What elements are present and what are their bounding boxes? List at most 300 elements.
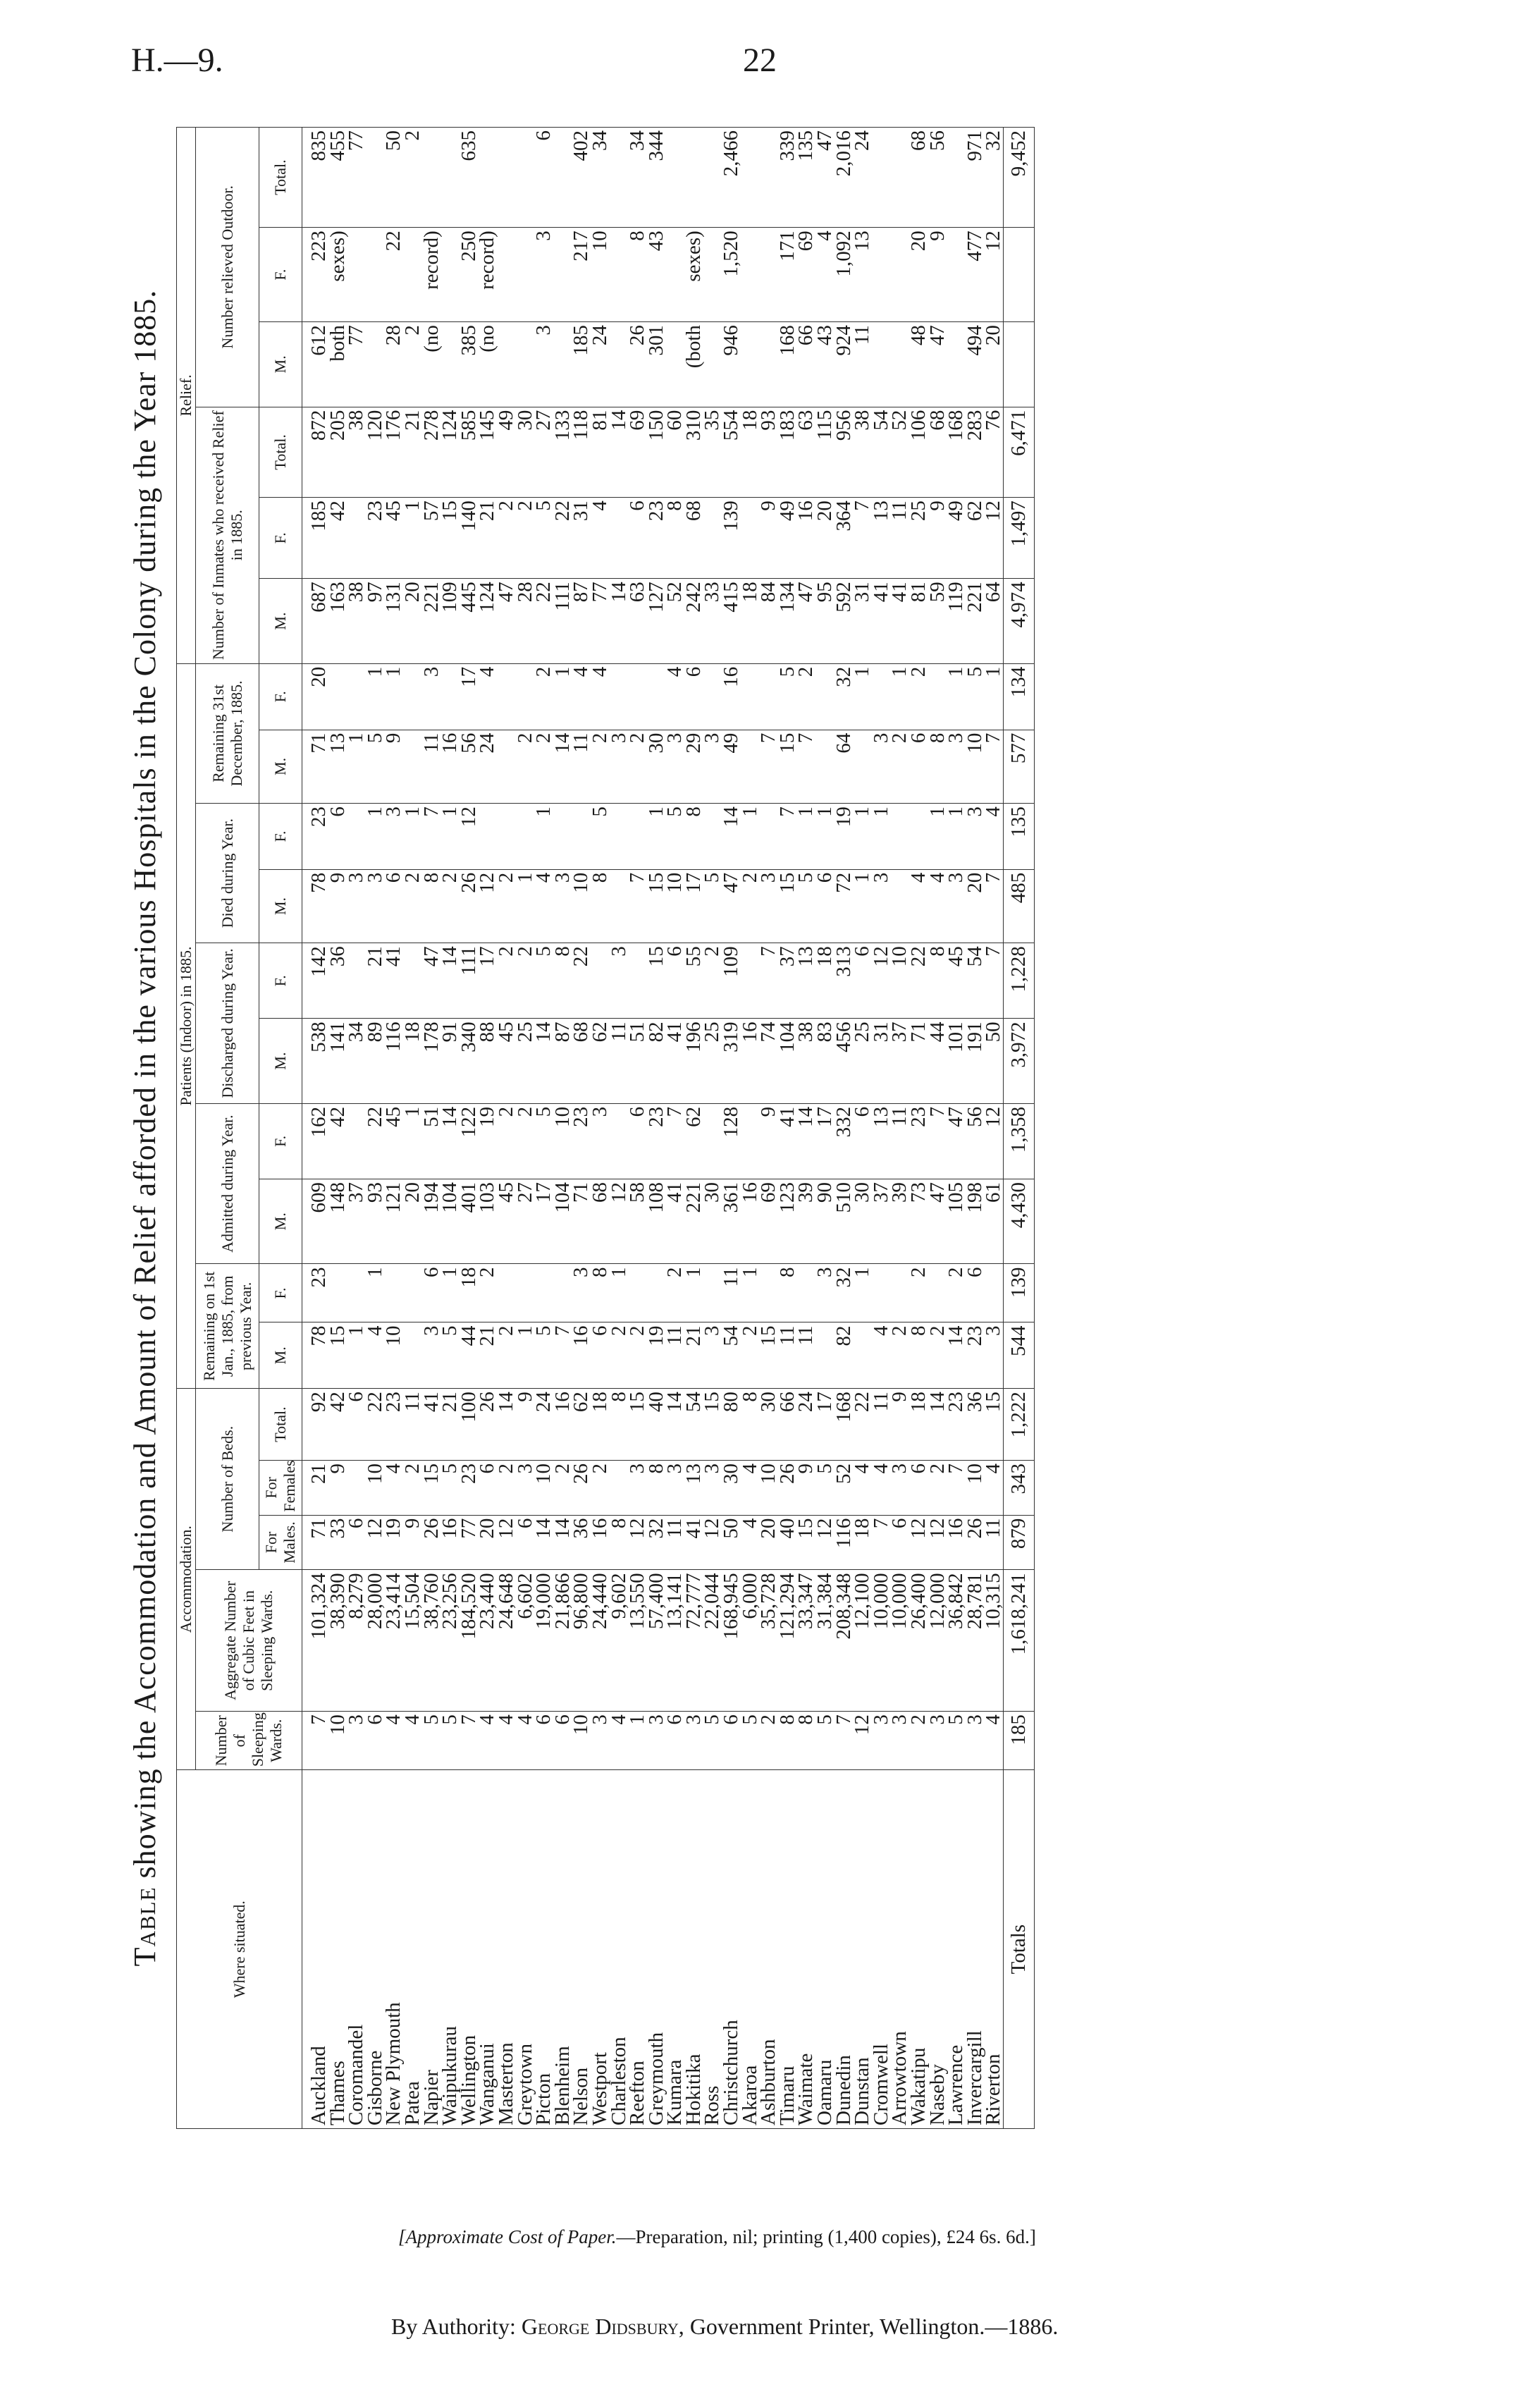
table-cell: 13 xyxy=(328,730,347,803)
table-cell: 10 xyxy=(572,1712,591,1770)
totals-cell: 879 xyxy=(1003,1515,1034,1570)
table-cell xyxy=(703,1264,722,1322)
table-cell: 6 xyxy=(384,869,403,943)
table-cell: 171 xyxy=(778,228,797,322)
table-cell: 332 xyxy=(834,1103,854,1179)
hospital-name: Coromandel xyxy=(347,1770,366,2129)
table-cell: 10 xyxy=(966,1461,985,1516)
table-cell: 2 xyxy=(741,869,760,943)
table-cell: 2 xyxy=(591,730,610,803)
table-cell: 111 xyxy=(460,943,479,1019)
table-cell: sexes) xyxy=(328,228,347,322)
table-cell: 168 xyxy=(778,322,797,407)
header-f: F. xyxy=(259,228,302,322)
table-cell: 8 xyxy=(928,730,947,803)
table-cell: 25 xyxy=(703,1019,722,1104)
table-cell: 10 xyxy=(665,869,684,943)
table-cell: 1 xyxy=(516,869,535,943)
table-cell xyxy=(553,1264,572,1322)
table-cell: 60 xyxy=(665,407,684,498)
table-cell: 35,728 xyxy=(759,1570,778,1712)
table-cell: 50 xyxy=(384,128,403,228)
table-cell: 3 xyxy=(572,1264,591,1322)
table-cell: 47 xyxy=(722,869,741,943)
table-cell: 12 xyxy=(815,1515,834,1570)
table-cell xyxy=(497,228,516,322)
table-cell xyxy=(890,128,909,228)
table-row xyxy=(928,128,947,2129)
table-cell: 21 xyxy=(478,1322,497,1389)
table-cell: 22 xyxy=(534,579,553,664)
table-cell xyxy=(553,228,572,322)
table-cell: 205 xyxy=(328,407,347,498)
table-row xyxy=(947,128,966,2129)
table-cell: 78 xyxy=(302,1322,328,1389)
table-cell: 92 xyxy=(302,1389,328,1461)
table-cell: 3 xyxy=(966,1712,985,1770)
table-cell: 2 xyxy=(497,1322,516,1389)
table-cell: 56 xyxy=(928,128,947,228)
table-cell xyxy=(703,128,722,228)
table-cell: 39 xyxy=(890,1179,909,1264)
table-cell: 18 xyxy=(815,943,834,1019)
table-cell: 103 xyxy=(478,1179,497,1264)
table-cell: 20 xyxy=(984,322,1003,407)
table-cell: 612 xyxy=(302,322,328,407)
table-cell: 538 xyxy=(302,1019,328,1104)
table-cell: 21 xyxy=(684,1322,703,1389)
table-cell xyxy=(366,322,385,407)
table-cell: 1 xyxy=(796,804,815,870)
table-cell: 95 xyxy=(815,579,834,664)
table-row xyxy=(610,128,629,2129)
table-cell xyxy=(703,1103,722,1179)
totals-cell: 577 xyxy=(1003,730,1034,803)
table-cell: 1 xyxy=(366,804,385,870)
table-cell: (both xyxy=(684,322,703,407)
table-cell: 12 xyxy=(853,1712,872,1770)
totals-cell: 185 xyxy=(1003,1712,1034,1770)
table-row xyxy=(384,128,403,2129)
hospital-name: Oamaru xyxy=(815,1770,834,2129)
table-cell: 5 xyxy=(534,1103,553,1179)
table-cell: 221 xyxy=(684,1179,703,1264)
table-row xyxy=(403,128,422,2129)
totals-cell: 1,497 xyxy=(1003,498,1034,579)
table-cell: 9 xyxy=(328,869,347,943)
table-cell xyxy=(665,322,684,407)
table-cell: 23 xyxy=(966,1322,985,1389)
table-cell: 10 xyxy=(572,869,591,943)
table-cell: 15 xyxy=(984,1389,1003,1461)
table-cell: 585 xyxy=(460,407,479,498)
table-cell: 15 xyxy=(328,1322,347,1389)
table-cell: 10 xyxy=(759,1461,778,1516)
table-cell: 2 xyxy=(928,1461,947,1516)
table-cell: 15 xyxy=(647,869,666,943)
table-cell: 109 xyxy=(722,943,741,1019)
table-cell: 89 xyxy=(366,1019,385,1104)
table-cell: 10 xyxy=(966,730,985,803)
header-beds: Number of Beds. xyxy=(196,1389,259,1570)
table-cell: 835 xyxy=(302,128,328,228)
table-cell: 41 xyxy=(890,579,909,664)
table-cell: 6 xyxy=(328,804,347,870)
table-cell: 168 xyxy=(947,407,966,498)
totals-cell: 6,471 xyxy=(1003,407,1034,498)
table-cell: 48 xyxy=(909,322,928,407)
table-cell: 1 xyxy=(553,663,572,730)
table-cell: 6 xyxy=(628,1103,647,1179)
table-cell: 93 xyxy=(759,407,778,498)
page-number: 22 xyxy=(743,42,777,79)
table-cell: 7 xyxy=(853,498,872,579)
table-cell: 6 xyxy=(534,1712,553,1770)
table-cell xyxy=(403,228,422,322)
table-cell: 196 xyxy=(684,1019,703,1104)
table-cell: 477 xyxy=(966,228,985,322)
header-remaining-start: Remaining on 1st Jan., 1885, from previous Year. xyxy=(196,1264,259,1389)
table-cell: 148 xyxy=(328,1179,347,1264)
table-cell: 93 xyxy=(366,1179,385,1264)
table-cell: 58 xyxy=(628,1179,647,1264)
table-cell: 111 xyxy=(553,579,572,664)
table-cell: 1 xyxy=(366,663,385,730)
table-cell: 54 xyxy=(684,1389,703,1461)
table-cell: 4 xyxy=(366,1322,385,1389)
table-cell: 82 xyxy=(647,1019,666,1104)
hospital-name: Napier xyxy=(422,1770,441,2129)
table-cell: 23 xyxy=(302,804,328,870)
header-where: Where situated. xyxy=(177,1770,302,2129)
table-cell: 3 xyxy=(759,869,778,943)
table-cell xyxy=(610,1103,629,1179)
table-cell: 17 xyxy=(684,869,703,943)
table-cell: 4 xyxy=(928,869,947,943)
table-cell: 81 xyxy=(909,579,928,664)
table-cell: 56 xyxy=(460,730,479,803)
table-cell: 62 xyxy=(572,1389,591,1461)
table-cell: 4 xyxy=(815,228,834,322)
table-cell: 26 xyxy=(422,1515,441,1570)
table-cell: 3 xyxy=(347,1712,366,1770)
table-row xyxy=(984,128,1003,2129)
table-cell: 68 xyxy=(572,1019,591,1104)
table-cell: 18 xyxy=(403,1019,422,1104)
title-rest: showing the Accommodation and Amount of Relief afforded in the various Hospitals in the Colony during the Year 1885. xyxy=(128,289,162,1879)
table-cell: 8 xyxy=(591,1264,610,1322)
table-cell xyxy=(422,128,441,228)
table-cell: 150 xyxy=(647,407,666,498)
table-cell: 21 xyxy=(403,407,422,498)
table-cell: 5 xyxy=(366,730,385,803)
table-cell: 6 xyxy=(853,943,872,1019)
table-cell: 100 xyxy=(460,1389,479,1461)
table-cell: 1 xyxy=(853,1264,872,1322)
table-row xyxy=(534,128,553,2129)
totals-cell xyxy=(1003,228,1034,322)
table-cell xyxy=(516,322,535,407)
table-cell: 8 xyxy=(628,228,647,322)
table-cell xyxy=(947,322,966,407)
table-cell: 35 xyxy=(703,407,722,498)
table-cell: 184,520 xyxy=(460,1570,479,1712)
table-cell: 1 xyxy=(610,1264,629,1322)
table-cell: 14 xyxy=(610,407,629,498)
table-cell xyxy=(347,1103,366,1179)
table-cell: 17 xyxy=(815,1103,834,1179)
totals-cell: 135 xyxy=(1003,804,1034,870)
table-cell: 12 xyxy=(984,1103,1003,1179)
table-cell xyxy=(947,128,966,228)
table-cell: 2 xyxy=(497,943,516,1019)
table-cell: 4 xyxy=(610,1712,629,1770)
table-cell: 11 xyxy=(610,1019,629,1104)
table-cell: 14 xyxy=(610,579,629,664)
table-cell: 5 xyxy=(815,1712,834,1770)
table-cell: 17 xyxy=(460,663,479,730)
table-cell: 5 xyxy=(796,869,815,943)
table-cell: 36 xyxy=(966,1389,985,1461)
table-cell: 2 xyxy=(553,1461,572,1516)
table-cell: record) xyxy=(422,228,441,322)
table-cell xyxy=(759,228,778,322)
table-cell: 21 xyxy=(366,943,385,1019)
table-cell: 128 xyxy=(722,1103,741,1179)
header-beds-females: For Females xyxy=(259,1461,302,1516)
table-cell: 635 xyxy=(460,128,479,228)
table-cell: 84 xyxy=(759,579,778,664)
table-cell: 49 xyxy=(497,407,516,498)
table-cell: 14 xyxy=(947,1322,966,1389)
table-cell: 3 xyxy=(703,730,722,803)
table-row xyxy=(796,128,815,2129)
authority-rest: Government Printer, Wellington.—1886. xyxy=(689,2314,1059,2339)
table-cell: 9 xyxy=(516,1389,535,1461)
table-cell: 6 xyxy=(516,1515,535,1570)
table-cell: 9 xyxy=(403,1515,422,1570)
table-cell: 34 xyxy=(628,128,647,228)
table-cell: 8 xyxy=(909,1322,928,1389)
table-cell: 135 xyxy=(796,128,815,228)
table-cell: 42 xyxy=(328,498,347,579)
table-cell: 6 xyxy=(478,1461,497,1516)
table-cell: 116 xyxy=(834,1515,854,1570)
table-cell xyxy=(665,228,684,322)
table-cell: 15 xyxy=(759,1322,778,1389)
table-cell: 14 xyxy=(928,1389,947,1461)
table-cell: 31,384 xyxy=(815,1570,834,1712)
table-cell xyxy=(591,943,610,1019)
table-cell xyxy=(984,1264,1003,1322)
table-cell: 3 xyxy=(872,730,891,803)
hospital-name: Christchurch xyxy=(722,1770,741,2129)
totals-cell: 4,974 xyxy=(1003,579,1034,664)
table-cell: 2 xyxy=(516,730,535,803)
table-cell: 15 xyxy=(441,498,460,579)
table-cell: 11 xyxy=(984,1515,1003,1570)
table-cell: 19 xyxy=(478,1103,497,1179)
table-cell: 121 xyxy=(384,1179,403,1264)
table-cell xyxy=(610,663,629,730)
table-cell: 1 xyxy=(741,1264,760,1322)
table-cell xyxy=(872,228,891,322)
table-cell: 131 xyxy=(384,579,403,664)
table-cell: 2 xyxy=(441,869,460,943)
table-cell: 54 xyxy=(722,1322,741,1389)
table-cell: 2 xyxy=(478,1264,497,1322)
table-cell: 2 xyxy=(796,663,815,730)
table-cell: 2 xyxy=(534,730,553,803)
table-cell: 24,648 xyxy=(497,1570,516,1712)
table-cell: 23 xyxy=(647,498,666,579)
table-cell: 8 xyxy=(665,498,684,579)
table-cell: 7 xyxy=(984,943,1003,1019)
hospital-name: Cromwell xyxy=(872,1770,891,2129)
table-cell xyxy=(328,1264,347,1322)
table-row xyxy=(302,128,328,2129)
table-cell: 1 xyxy=(853,869,872,943)
table-row xyxy=(872,128,891,2129)
header-beds-males: For Males. xyxy=(259,1515,302,1570)
table-cell: 87 xyxy=(553,1019,572,1104)
hospital-name: Wanganui xyxy=(478,1770,497,2129)
table-cell: 34 xyxy=(591,128,610,228)
totals-cell: 1,222 xyxy=(1003,1389,1034,1461)
table-cell: 8,279 xyxy=(347,1570,366,1712)
table-cell: 7 xyxy=(759,943,778,1019)
table-cell: 33 xyxy=(328,1515,347,1570)
table-title xyxy=(127,127,163,2129)
table-cell: 40 xyxy=(778,1515,797,1570)
header-cubic: Aggregate Number of Cubic Feet in Sleeping Wards. xyxy=(196,1570,302,1712)
table-cell: 4 xyxy=(741,1515,760,1570)
table-cell: 23 xyxy=(366,498,385,579)
header-died: Died during Year. xyxy=(196,804,259,943)
table-cell: 28 xyxy=(384,322,403,407)
table-cell: 2 xyxy=(909,663,928,730)
table-cell: 5 xyxy=(703,1712,722,1770)
table-cell: 72 xyxy=(834,869,854,943)
table-cell: 5 xyxy=(534,498,553,579)
table-cell: 3 xyxy=(947,730,966,803)
table-cell: 3 xyxy=(890,1712,909,1770)
table-cell: 6,000 xyxy=(741,1570,760,1712)
table-cell: 51 xyxy=(422,1103,441,1179)
table-cell: 16 xyxy=(947,1515,966,1570)
totals-cell: 343 xyxy=(1003,1461,1034,1516)
table-cell: 108 xyxy=(647,1179,666,1264)
totals-cell: 485 xyxy=(1003,869,1034,943)
table-cell: 15 xyxy=(422,1461,441,1516)
table-cell: 3 xyxy=(366,869,385,943)
table-cell: 3 xyxy=(947,869,966,943)
table-cell: 119 xyxy=(947,579,966,664)
table-cell: 4 xyxy=(497,1712,516,1770)
table-cell: 1 xyxy=(347,730,366,803)
table-cell: 278 xyxy=(422,407,441,498)
header-m: M. xyxy=(259,1179,302,1264)
hospital-name: Blenheim xyxy=(553,1770,572,2129)
table-cell: 145 xyxy=(478,407,497,498)
table-cell: 16 xyxy=(441,1515,460,1570)
table-cell xyxy=(553,804,572,870)
table-cell: 1 xyxy=(366,1264,385,1322)
table-cell: 68 xyxy=(591,1179,610,1264)
table-cell xyxy=(890,804,909,870)
table-cell xyxy=(553,322,572,407)
totals-cell: 544 xyxy=(1003,1322,1034,1389)
table-cell: 37 xyxy=(347,1179,366,1264)
table-cell xyxy=(741,730,760,803)
table-cell: 30 xyxy=(853,1179,872,1264)
table-cell xyxy=(403,663,422,730)
hospital-name: Riverton xyxy=(984,1770,1003,2129)
table-cell: 168 xyxy=(834,1389,854,1461)
table-cell xyxy=(853,1322,872,1389)
table-cell: 26 xyxy=(460,869,479,943)
table-cell: 9,602 xyxy=(610,1570,629,1712)
table-cell: 12,000 xyxy=(928,1570,947,1712)
table-cell xyxy=(441,228,460,322)
table-cell: 3 xyxy=(703,1461,722,1516)
table-cell: 10 xyxy=(553,1103,572,1179)
table-cell: 13 xyxy=(684,1461,703,1516)
table-cell: 26 xyxy=(572,1461,591,1516)
table-cell: 97 xyxy=(366,579,385,664)
table-cell: 1 xyxy=(516,1322,535,1389)
table-cell: 31 xyxy=(853,579,872,664)
table-cell xyxy=(497,1264,516,1322)
table-cell: 123 xyxy=(778,1179,797,1264)
table-cell: 54 xyxy=(966,943,985,1019)
table-cell: 51 xyxy=(628,1019,647,1104)
table-row xyxy=(460,128,479,2129)
table-cell: 19 xyxy=(384,1515,403,1570)
table-cell: 3 xyxy=(665,730,684,803)
table-cell: 10,315 xyxy=(984,1570,1003,1712)
table-cell: 2 xyxy=(759,1712,778,1770)
table-cell: 50 xyxy=(722,1515,741,1570)
table-cell: 42 xyxy=(328,1103,347,1179)
table-cell: 121,294 xyxy=(778,1570,797,1712)
table-cell: 3 xyxy=(591,1103,610,1179)
table-cell: 62 xyxy=(591,1019,610,1104)
header-m: M. xyxy=(259,1322,302,1389)
table-cell: 73 xyxy=(909,1179,928,1264)
table-cell: 122 xyxy=(460,1103,479,1179)
table-cell: 6 xyxy=(722,1712,741,1770)
table-cell: 5 xyxy=(665,804,684,870)
table-cell: 510 xyxy=(834,1179,854,1264)
table-cell: 9 xyxy=(328,1461,347,1516)
table-cell: 10 xyxy=(384,1322,403,1389)
table-cell xyxy=(441,322,460,407)
table-cell: 88 xyxy=(478,1019,497,1104)
table-cell: 2 xyxy=(516,943,535,1019)
table-cell: 2 xyxy=(703,943,722,1019)
hospital-name: Hokitika xyxy=(684,1770,703,2129)
table-cell: (no xyxy=(422,322,441,407)
table-cell: 38 xyxy=(853,407,872,498)
hospital-name: Arrowtown xyxy=(890,1770,909,2129)
table-cell: 13,141 xyxy=(665,1570,684,1712)
table-cell: 91 xyxy=(441,1019,460,1104)
table-cell: 1 xyxy=(928,804,947,870)
table-cell: 6 xyxy=(890,1515,909,1570)
table-cell: 105 xyxy=(947,1179,966,1264)
table-cell: 39 xyxy=(796,1179,815,1264)
